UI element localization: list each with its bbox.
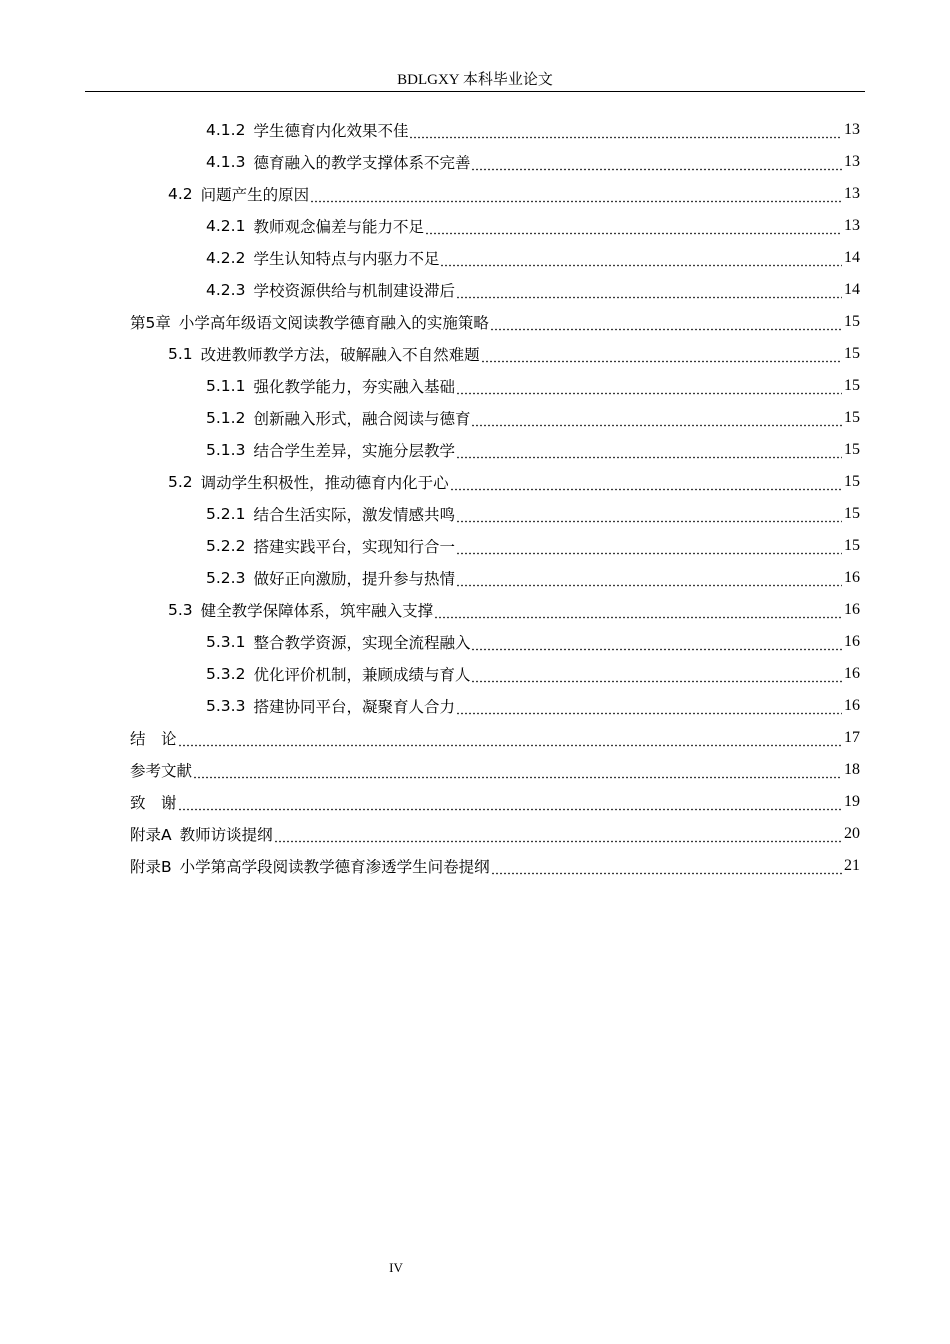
toc-entry[interactable]	[206, 402, 860, 434]
toc-entry-number: 4.1.3	[206, 153, 246, 171]
toc-entry-page: 14	[844, 281, 860, 298]
toc-entry-page: 15	[844, 313, 860, 330]
toc-entry-title: 做好正向激励，提升参与热情	[253, 570, 455, 588]
toc-entry-title: 结 论	[130, 730, 177, 748]
toc-entry[interactable]	[168, 594, 860, 626]
dot-leader	[434, 602, 842, 619]
dot-leader	[456, 282, 842, 299]
toc-entry-page: 14	[844, 249, 860, 266]
toc-entry-title: 搭建实践平台，实现知行合一	[253, 538, 455, 556]
toc-entry[interactable]	[130, 722, 860, 754]
toc-entry-page: 13	[844, 121, 860, 138]
toc-entry[interactable]	[206, 370, 860, 402]
toc-entry[interactable]	[168, 466, 860, 498]
toc-entry-page: 15	[844, 441, 860, 458]
toc-entry-page: 15	[844, 473, 860, 490]
toc-entry[interactable]	[206, 658, 860, 690]
toc-entry[interactable]	[168, 178, 860, 210]
dot-leader	[456, 538, 842, 555]
toc-entry-page: 16	[844, 697, 860, 714]
toc-entry-title: 结合学生差异，实施分层教学	[253, 442, 455, 460]
toc-entry[interactable]	[206, 626, 860, 658]
header-rule	[85, 91, 865, 92]
toc-entry-page: 21	[844, 857, 860, 874]
dot-leader	[471, 154, 842, 171]
dot-leader	[193, 762, 842, 779]
toc-entry-page: 13	[844, 185, 860, 202]
toc-entry[interactable]	[130, 754, 860, 786]
toc-entry-number: 5.1.2	[206, 409, 246, 427]
toc-entry-page: 16	[844, 569, 860, 586]
toc-entry-number: 附录B	[130, 858, 172, 876]
toc-entry-number: 4.2.2	[206, 249, 246, 267]
dot-leader	[178, 730, 842, 747]
toc-entry[interactable]	[168, 338, 860, 370]
toc-entry[interactable]	[206, 690, 860, 722]
toc-entry-number: 4.1.2	[206, 121, 246, 139]
dot-leader	[450, 474, 842, 491]
toc-entry-number: 5.2.3	[206, 569, 246, 587]
toc-entry[interactable]	[130, 786, 860, 818]
dot-leader	[456, 570, 842, 587]
toc-entry-title: 搭建协同平台，凝聚育人合力	[253, 698, 455, 716]
toc-entry-title: 学生认知特点与内驱力不足	[253, 250, 440, 268]
page-number: IV	[389, 1260, 403, 1275]
toc-entry-number: 5.3	[168, 601, 193, 619]
toc-entry-title: 小学第高学段阅读教学德育渗透学生问卷提纲	[179, 858, 490, 876]
toc-entry-title: 学校资源供给与机制建设滞后	[253, 282, 455, 300]
toc-entry-number: 5.2.1	[206, 505, 246, 523]
toc-entry[interactable]	[206, 210, 860, 242]
toc-entry-title: 小学高年级语文阅读教学德育融入的实施策略	[178, 314, 489, 332]
toc-entry-title: 强化教学能力，夯实融入基础	[253, 378, 455, 396]
toc-entry-page: 15	[844, 377, 860, 394]
toc-entry-number: 5.2	[168, 473, 193, 491]
toc-entry[interactable]	[206, 498, 860, 530]
toc-entry-page: 15	[844, 345, 860, 362]
toc-entry-page: 16	[844, 633, 860, 650]
toc-entry-number: 5.3.1	[206, 633, 246, 651]
dot-leader	[456, 442, 842, 459]
toc-entry-number: 4.2	[168, 185, 193, 203]
running-header: BDLGXY 本科毕业论文	[397, 72, 553, 88]
dot-leader	[409, 122, 842, 139]
toc-entry-number: 5.1.1	[206, 377, 246, 395]
toc-entry-title: 参考文献	[130, 762, 193, 780]
toc-entry[interactable]	[206, 274, 860, 306]
toc-entry-page: 16	[844, 665, 860, 682]
toc-entry-title: 问题产生的原因	[200, 186, 310, 204]
toc-entry-title: 健全教学保障体系，筑牢融入支撑	[200, 602, 434, 620]
dot-leader	[471, 634, 842, 651]
toc-entry-title: 学生德育内化效果不佳	[253, 122, 409, 140]
toc-entry-number: 5.1.3	[206, 441, 246, 459]
dot-leader	[471, 666, 842, 683]
toc-entry-page: 20	[844, 825, 860, 842]
toc-entry-number: 4.2.1	[206, 217, 246, 235]
toc-entry[interactable]	[206, 114, 860, 146]
toc-entry[interactable]	[130, 850, 860, 882]
toc-entry[interactable]	[206, 146, 860, 178]
toc-entry[interactable]	[130, 818, 860, 850]
toc-entry-number: 第5章	[130, 314, 171, 332]
dot-leader	[471, 410, 842, 427]
toc-entry-title: 优化评价机制，兼顾成绩与育人	[253, 666, 471, 684]
toc-entry-number: 4.2.3	[206, 281, 246, 299]
toc-entry-number: 5.3.2	[206, 665, 246, 683]
toc-entry-page: 17	[844, 729, 860, 746]
dot-leader	[310, 186, 842, 203]
toc-entry-title: 整合教学资源，实现全流程融入	[253, 634, 471, 652]
toc-entry-title: 改进教师教学方法，破解融入不自然难题	[200, 346, 480, 364]
toc-entry-page: 19	[844, 793, 860, 810]
toc-entry[interactable]	[130, 306, 860, 338]
toc-entry-title: 调动学生积极性，推动德育内化于心	[200, 474, 449, 492]
toc-entry-page: 15	[844, 409, 860, 426]
toc-entry-title: 创新融入形式，融合阅读与德育	[253, 410, 471, 428]
toc-entry-number: 5.2.2	[206, 537, 246, 555]
toc-entry-page: 18	[844, 761, 860, 778]
toc-entry-page: 13	[844, 217, 860, 234]
toc-entry-page: 15	[844, 537, 860, 554]
toc-entry[interactable]	[206, 530, 860, 562]
toc-entry[interactable]	[206, 434, 860, 466]
dot-leader	[425, 218, 842, 235]
dot-leader	[456, 698, 842, 715]
toc-entry-number: 5.1	[168, 345, 193, 363]
dot-leader	[491, 858, 842, 875]
dot-leader	[456, 506, 842, 523]
toc-entry-page: 13	[844, 153, 860, 170]
dot-leader	[481, 346, 842, 363]
dot-leader	[440, 250, 842, 267]
toc-entry[interactable]	[206, 242, 860, 274]
toc-entry-title: 德育融入的教学支撑体系不完善	[253, 154, 471, 172]
toc-entry-title: 教师访谈提纲	[179, 826, 273, 844]
toc-entry-page: 16	[844, 601, 860, 618]
toc-entry[interactable]	[206, 562, 860, 594]
dot-leader	[178, 794, 842, 811]
dot-leader	[274, 826, 842, 843]
toc-entry-number: 5.3.3	[206, 697, 246, 715]
toc-entry-title: 结合生活实际，激发情感共鸣	[253, 506, 455, 524]
dot-leader	[490, 314, 842, 331]
dot-leader	[456, 378, 842, 395]
toc-entry-page: 15	[844, 505, 860, 522]
toc-entry-number: 附录A	[130, 826, 172, 844]
toc-entry-title: 教师观念偏差与能力不足	[253, 218, 424, 236]
toc-entry-title: 致 谢	[130, 794, 177, 812]
